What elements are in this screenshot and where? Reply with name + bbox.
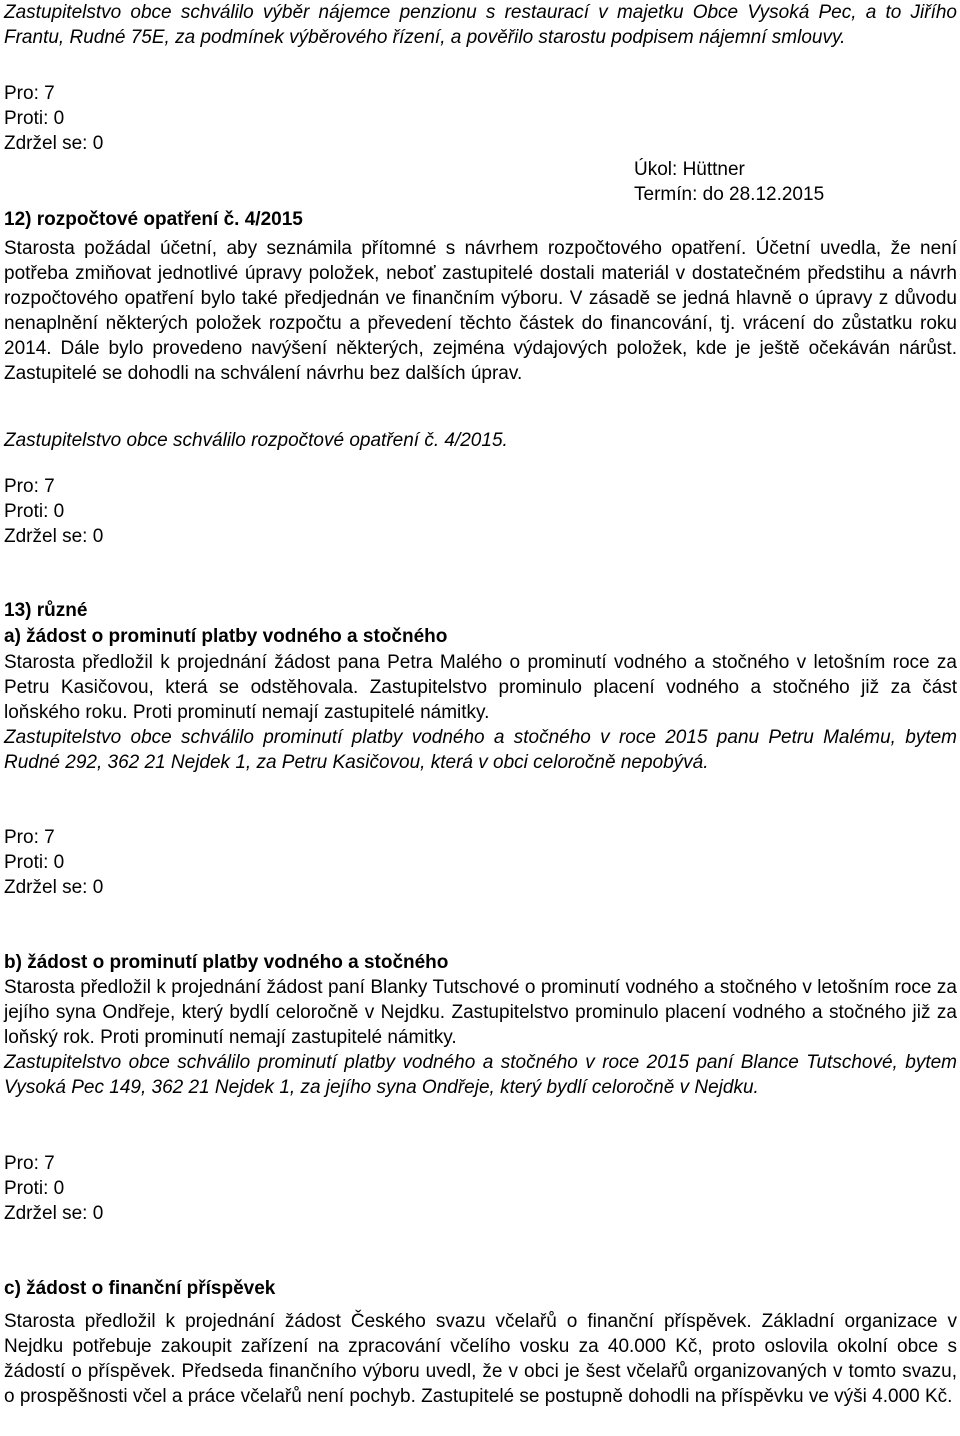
- vote-for: Pro: 7: [4, 1153, 55, 1174]
- item13a-body: Starosta předložil k projednání žádost pana Petra Malého o prominutí vodného a stočného v letošním roce za Petru Kasičovou, která se odstěhovala. Zastupitelstvo prominulo placení vodného a stočného již za část loňského roku. Proti prominutí nemají zastupitelé námitky.: [4, 652, 957, 723]
- vote-against: Proti: 0: [4, 852, 65, 873]
- vote-abstain: Zdržel se: 0: [4, 133, 104, 154]
- vote-abstain: Zdržel se: 0: [4, 1203, 104, 1224]
- item12-body: Starosta požádal účetní, aby seznámila přítomné s návrhem rozpočtového opatření. Účetní uvedla, že není potřeba zmiňovat jednotlivé úpravy položek, neboť zastupitelé dostali materiál v dostatečném předstihu a návrh rozpočtového opatření bylo také předjednán ve finančním výboru. V zásadě se jedná hlavně o úpravy z důvodu nenaplnění některých položek rozpočtu a převedení těchto částek do financování, tj. vrácení do zůstatku roku 2014. Dále bylo provedeno navýšení některých, zejména výdajových položek, kde je ještě očekáván nárůst. Zastupitelé se dohodli na schválení návrhu bez dalších úprav.: [4, 238, 957, 384]
- intro-resolution: Zastupitelstvo obce schválilo výběr nájemce penzionu s restaurací v majetku Obce Vysoká Pec, a to Jiřího Frantu, Rudné 75E, za podmínek výběrového řízení, a pověřilo starostu podpisem nájemní smlouvy.: [4, 2, 957, 48]
- item13b-heading: b) žádost o prominutí platby vodného a stočného: [4, 952, 449, 973]
- item13c-body: Starosta předložil k projednání žádost Českého svazu včelařů o finanční příspěvek. Základní organizace v Nejdku potřebuje zakoupit zařízení na zpracování včelího vosku za 40.000 Kč, proto oslovila okolní obce s žádostí o příspěvek. Předseda finančního výboru uvedl, že v obci je šest včelařů organizovaných v tomto svazu, o prospěšnosti včel a práce včelařů není pochyb. Zastupitelé se postupně dohodli na příspěvku ve výši 4.000 Kč.: [4, 1311, 957, 1407]
- vote-for: Pro: 7: [4, 83, 55, 104]
- task-owner: Úkol: Hüttner: [634, 159, 745, 180]
- vote-for: Pro: 7: [4, 827, 55, 848]
- item12-vote: [4, 474, 957, 549]
- item13b-resolution: Zastupitelstvo obce schválilo prominutí platby vodného a stočného v roce 2015 paní Blance Tutschové, bytem Vysoká Pec 149, 362 21 Nejdek 1, za jejího syna Ondřeje, který bydlí celoročně v Nejdku.: [4, 1052, 957, 1098]
- vote-against: Proti: 0: [4, 1178, 65, 1199]
- item13a-heading: a) žádost o prominutí platby vodného a stočného: [4, 626, 448, 647]
- item13b-vote: [4, 1151, 957, 1226]
- item13-heading: 13) různé: [4, 600, 88, 621]
- intro-vote: [4, 81, 957, 156]
- vote-against: Proti: 0: [4, 501, 65, 522]
- vote-for: Pro: 7: [4, 476, 55, 497]
- item12-heading: 12) rozpočtové opatření č. 4/2015: [4, 209, 303, 230]
- item13b-body: Starosta předložil k projednání žádost paní Blanky Tutschové o prominutí vodného a stočného v letošním roce za jejího syna Ondřeje, který bydlí celoročně v Nejdku. Zastupitelstvo prominulo placení vodného a stočného již za loňský rok. Proti prominutí nemají zastupitelé námitky.: [4, 977, 957, 1048]
- vote-against: Proti: 0: [4, 108, 65, 129]
- vote-abstain: Zdržel se: 0: [4, 877, 104, 898]
- item13a-resolution: Zastupitelstvo obce schválilo prominutí platby vodného a stočného v roce 2015 panu Petru Malému, bytem Rudné 292, 362 21 Nejdek 1, za Petru Kasičovou, která v obci celoročně nepobývá.: [4, 727, 957, 773]
- task-deadline: Termín: do 28.12.2015: [634, 184, 825, 205]
- item13c-heading: c) žádost o finanční příspěvek: [4, 1278, 276, 1299]
- item13a-vote: [4, 825, 957, 900]
- task-box: [634, 157, 824, 207]
- item12-resolution: Zastupitelstvo obce schválilo rozpočtové opatření č. 4/2015.: [4, 430, 508, 451]
- vote-abstain: Zdržel se: 0: [4, 526, 104, 547]
